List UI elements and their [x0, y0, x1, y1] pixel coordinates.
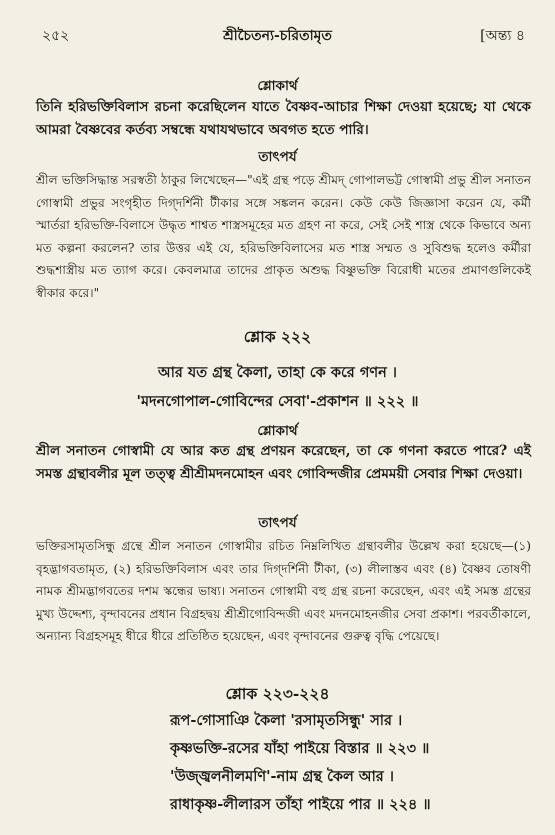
- purport-heading-222: তাৎপর্য: [258, 515, 297, 531]
- verse-222-line-1: আর যত গ্রন্থ কৈলা, তাহা কে করে গণন ।: [158, 364, 397, 381]
- verse-number-223-224: শ্লোক ২২৩-২২৪: [225, 684, 330, 703]
- running-title: শ্রীচৈতন্য-চরিতামৃত: [223, 28, 332, 44]
- purport-heading: তাৎপর্য: [258, 149, 297, 165]
- translation-text: তিনি হরিভক্তিবিলাস রচনা করেছিলেন যাতে বৈষ্ণব-আচার শিক্ষা দেওয়া হয়েছে; যা থেকে আমরা বৈষ্ণবের কর্তব্য সম্বন্ধে যথাযথভাবে অবগত হতে পারি।: [36, 99, 531, 138]
- translation-heading: শ্লোকার্থ: [257, 78, 298, 94]
- verse-224-line-2: রাধাকৃষ্ণ-লীলারস তাঁহা পাইয়ে পার ॥ ২২৪ ॥: [170, 796, 431, 813]
- translation-text-222: শ্রীল সনাতন গোস্বামী যে আর কত গ্রন্থ প্রণয়ন করেছেন, তা কে গণনা করতে পারে? এই সমস্ত গ্রন্থাবলীর মূল তত্ত্ব শ্রীশ্রীমদনমোহন এবং গোবিন্দজীর প্রেমময়ী সেবার শিক্ষা দেওয়া।: [36, 443, 531, 482]
- translation-heading-222: শ্লোকার্থ: [257, 423, 298, 439]
- section-marker: [অন্ত্য ৪: [480, 28, 525, 44]
- verse-222-line-2: 'মদনগোপাল-গোবিন্দের সেবা'-প্রকাশন ॥ ২২২ ॥: [136, 393, 419, 410]
- purport-text-222: ভক্তিরসামৃতসিন্ধু গ্রন্থে শ্রীল সনাতন গোস্বামীর রচিত নিম্নলিখিত গ্রন্থাবলীর উল্লেখ করা হয়েছে—(১) বৃহদ্ভাগবতামৃত, (২) হরিভক্তিবিলাস এবং তার দিগ্‌দর্শিনী টীকা, (৩) লীলাস্তব এবং (৪) বৈষ্ণব তোষণী নামক শ্রীমদ্ভাগবতের দশম স্কন্ধের ভাষ্য। সনাতন গোস্বামী বহু গ্রন্থ রচনা করেছেন, এবং এই সমস্ত গ্রন্থের মুখ্য উদ্দেশ্য, বৃন্দাবনের প্রধান বিগ্রহদ্বয় শ্রীশ্রীগোবিন্দজী এবং মদনমোহনজীর সেবা প্রকাশ। পরবর্তীকালে, অন্যান্য বিগ্রহসমূহ ধীরে ধীরে প্রতিষ্ঠিত হয়েছেন, এবং বৃন্দাবনের গুরুত্ব বৃদ্ধি পেয়েছে।: [36, 539, 531, 643]
- verse-223-line-2: কৃষ্ণভক্তি-রসের যাঁহা পাইয়ে বিস্তার ॥ ২২৩ ॥: [170, 740, 430, 757]
- verse-223-line-1: রূপ-গোসাঞি কৈলা 'রসামৃতসিন্ধু' সার ।: [170, 712, 403, 729]
- verse-224-line-1: 'উজ্জ্বলনীলমণি'-নাম গ্রন্থ কৈল আর ।: [170, 768, 394, 785]
- page-number: ২৫২: [42, 28, 70, 44]
- purport-text: শ্রীল ভক্তিসিদ্ধান্ত সরস্বতী ঠাকুর লিখেছেন—"এই গ্রন্থ পড়ে শ্রীমদ্ গোপালভট্ট গোস্বামী প্রভু শ্রীল সনাতন গোস্বামী প্রভুর সংগৃহীত দিগ্‌দর্শিনী টীকার সঙ্গে সঙ্কলন করেন। কেউ কেউ জিজ্ঞাসা করেন যে, কর্মী স্মার্তরা হরিভক্তি-বিলাসে উদ্ধৃত শাশ্বত শাস্ত্রসমূহের মত গ্রহণ না করে, সেই সেই শাস্ত্র থেকে কিভাবে অন্য মত কল্পনা করলেন? তার উত্তর এই যে, হরিভক্তিবিলাসের মত শাস্ত্র সম্মত ও সুবিশুদ্ধ হলেও কর্মীরা শুদ্ধশাস্ত্রীয় মত ত্যাগ করে। কেবলমাত্র তাদের প্রাকৃত অশুদ্ধ বিষ্ণুভক্তি বিরোধী মতের প্রমাণগুলিকেই স্বীকার করে।": [36, 173, 531, 300]
- verse-number-222: শ্লোক ২২২: [243, 327, 312, 346]
